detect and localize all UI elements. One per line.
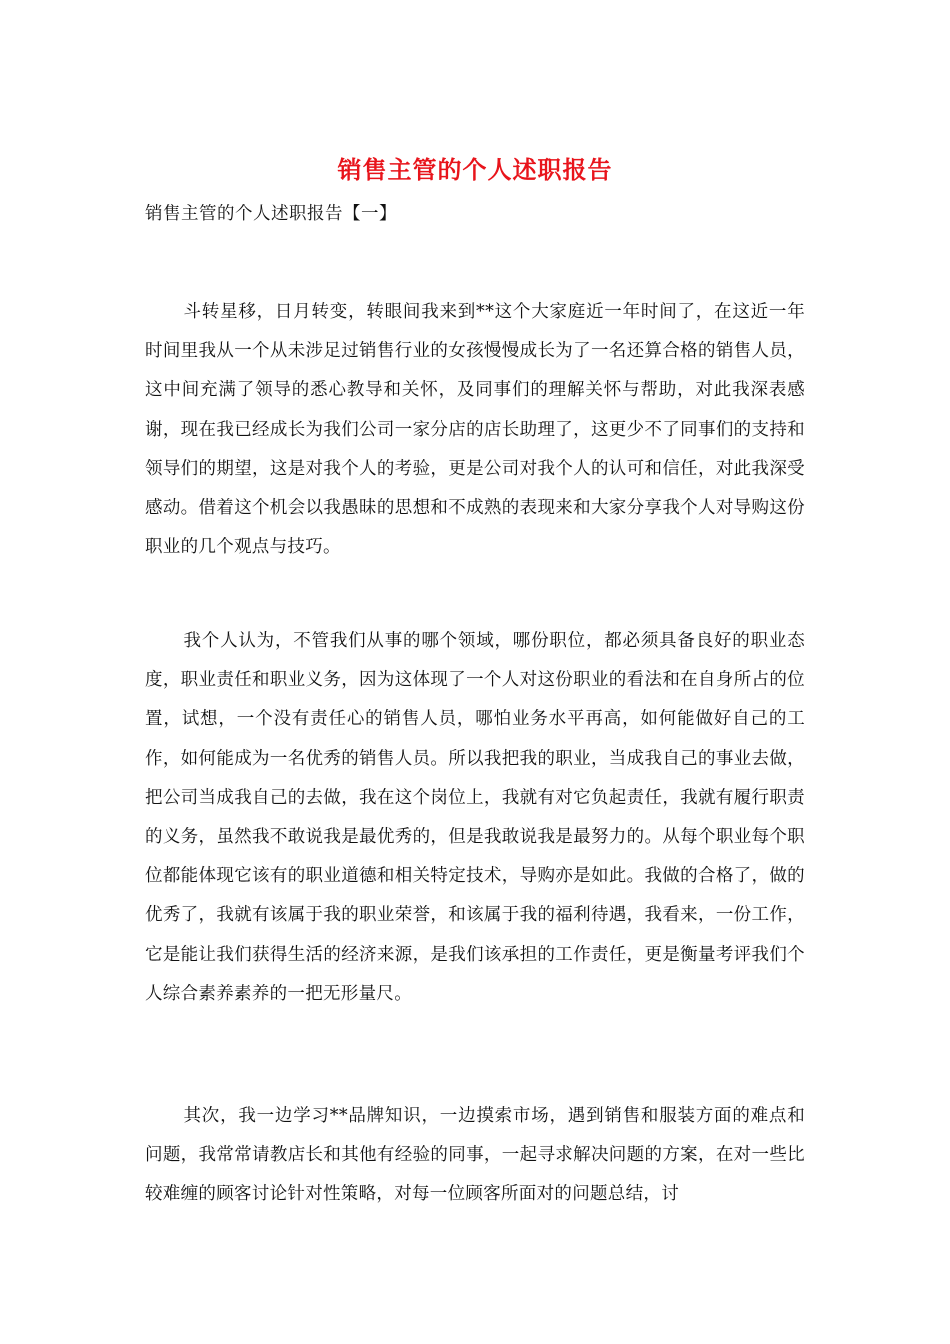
document-title: 销售主管的个人述职报告: [337, 155, 613, 184]
body-paragraph-1: 斗转星移，日月转变，转眼间我来到**这个大家庭近一年时间了，在这近一年时间里我从一个从未涉足过销售行业的女孩慢慢成长为了一名还算合格的销售人员，这中间充满了领导的悉心教导和关怀，及同事们的理解关怀与帮助，对此我深表感谢，现在我已经成长为我们公司一家分店的店长助理了，这更少不了同事们的支持和领导们的期望，这是对我个人的考验，更是公司对我个人的认可和信任，对此我深受感动。借着这个机会以我愚昧的思想和不成熟的表现来和大家分享我个人对导购这份职业的几个观点与技巧。: [145, 302, 805, 558]
document-subtitle: 销售主管的个人述职报告【一】: [145, 204, 397, 224]
body-paragraph-2: 我个人认为，不管我们从事的哪个领域，哪份职位，都必须具备良好的职业态度，职业责任和职业义务，因为这体现了一个人对这份职业的看法和在自身所占的位置，试想，一个没有责任心的销售人员，哪怕业务水平再高，如何能做好自己的工作，如何能成为一名优秀的销售人员。所以我把我的职业，当成我自己的事业去做，把公司当成我自己的去做，我在这个岗位上，我就有对它负起责任，我就有履行职责的义务，虽然我不敢说我是最优秀的，但是我敢说我是最努力的。从每个职业每个职位都能体现它该有的职业道德和相关特定技术，导购亦是如此。我做的合格了，做的优秀了，我就有该属于我的职业荣誉，和该属于我的福利待遇，我看来，一份工作，它是能让我们获得生活的经济来源，是我们该承担的工作责任，更是衡量考评我们个人综合素养素养的一把无形量尺。: [145, 631, 805, 1004]
body-paragraph-3: 其次，我一边学习**品牌知识，一边摸索市场，遇到销售和服装方面的难点和问题，我常常请教店长和其他有经验的同事，一起寻求解决问题的方案，在对一些比较难缠的顾客讨论针对性策略，对每一位顾客所面对的问题总结，讨: [145, 1106, 805, 1205]
